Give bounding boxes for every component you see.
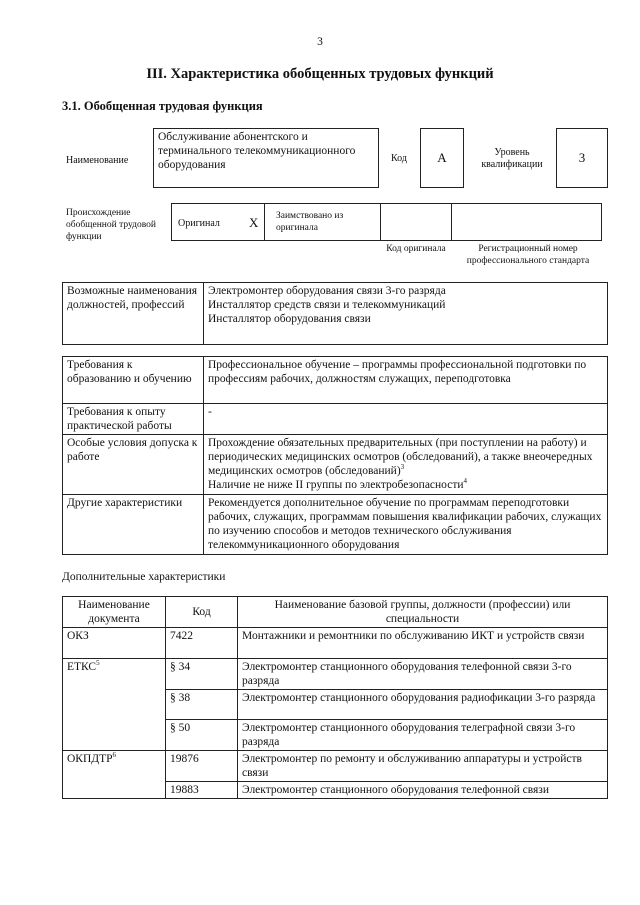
code-cell: § 50 (166, 720, 238, 751)
position-item: Инсталлятор оборудования связи (208, 313, 371, 325)
position-item: Инсталлятор средств связи и телекоммуникаций (208, 299, 446, 311)
table-row (63, 751, 608, 782)
experience-label: Требования к опыту практической работы (63, 404, 204, 435)
name-cell: Электромонтер станционного оборудования телеграфной связи 3-го разряда (238, 720, 608, 751)
other-label: Другие характеристики (63, 495, 204, 555)
education-value: Профессиональное обучение – программы профессиональной подготовки по профессиям рабочих, должностям служащих, переподготовка (204, 357, 608, 404)
subsection-title: 3.1. Обобщенная трудовая функция (62, 99, 263, 113)
function-name-value: Обслуживание абонентского и терминального телекоммуникационного оборудования (153, 128, 379, 188)
section-title: III. Характеристика обобщенных трудовых функций (146, 66, 494, 82)
conditions-label: Особые условия допуска к работе (63, 435, 204, 495)
header-code: Код (166, 597, 238, 628)
other-value: Рекомендуется дополнительное обучение по программам переподготовки рабочих, служащих, программам повышения квалификации рабочих, служащих по изучению способов и методов технического обслуживания телекоммуникационного оборудования (204, 495, 608, 555)
footnote-ref: 3 (400, 463, 405, 472)
origin-label: Происхождение обобщенной трудовой функции (66, 208, 156, 242)
code-label: Код (391, 153, 407, 164)
additional-title: Дополнительные характеристики (62, 571, 226, 583)
origin-row (171, 203, 602, 241)
name-cell: Электромонтер станционного оборудования телефонной связи (238, 782, 608, 799)
code-cell: § 38 (166, 690, 238, 720)
divider (264, 204, 265, 240)
positions-label: Возможные наименования должностей, профессий (63, 283, 204, 345)
original-mark: X (249, 215, 259, 230)
code-cell: 7422 (166, 628, 238, 659)
code-caption: Код оригинала (386, 244, 446, 254)
code-cell: § 34 (166, 659, 238, 690)
education-label: Требования к образованию и обучению (63, 357, 204, 404)
borrowed-label: Заимствовано из оригинала (276, 211, 344, 233)
positions-table (62, 282, 608, 345)
requirements-table (62, 356, 608, 555)
doc-cell: ЕТКС$^5$ (63, 659, 166, 751)
code-cell: 19876 (166, 751, 238, 782)
footnote-ref: 4 (463, 477, 468, 486)
qualification-level-value: 3 (556, 128, 608, 188)
name-label: Наименование (66, 155, 129, 166)
conditions-text: Прохождение обязательных предварительных (при поступлении на работу) и периодических медицинских осмотров (обследований), а также внеочередных медицинских осмотров (обследований) (208, 437, 593, 477)
positions-values (204, 283, 608, 345)
divider (380, 204, 381, 240)
name-cell: Монтажники и ремонтники по обслуживанию ИКТ и устройств связи (238, 628, 608, 659)
doc-cell: ОКЗ (63, 628, 166, 659)
experience-value: - (204, 404, 608, 435)
position-item: Электромонтер оборудования связи 3-го разряда (208, 285, 446, 297)
level-label: Уровень квалификации (481, 147, 543, 170)
name-cell: Электромонтер станционного оборудования радиофикации 3-го разряда (238, 690, 608, 720)
name-cell: Электромонтер по ремонту и обслуживанию аппаратуры и устройств связи (238, 751, 608, 782)
code-cell: 19883 (166, 782, 238, 799)
table-row (63, 659, 608, 690)
function-code-value: А (420, 128, 464, 188)
doc-cell: ОКПДТР$^6$ (63, 751, 166, 799)
page-number: 3 (317, 36, 323, 48)
original-label: Оригинал (178, 218, 220, 229)
conditions-text: Наличие не ниже II группы по электробезопасности (208, 479, 464, 491)
header-doc: Наименование документа (63, 597, 166, 628)
name-cell: Электромонтер станционного оборудования телефонной связи 3-го разряда (238, 659, 608, 690)
reg-number-caption: Регистрационный номер профессионального стандарта (466, 244, 590, 266)
conditions-value (204, 435, 608, 495)
header-name: Наименование базовой группы, должности (профессии) или специальности (238, 597, 608, 628)
additional-table (62, 596, 608, 799)
table-row (63, 628, 608, 659)
divider (451, 204, 452, 240)
